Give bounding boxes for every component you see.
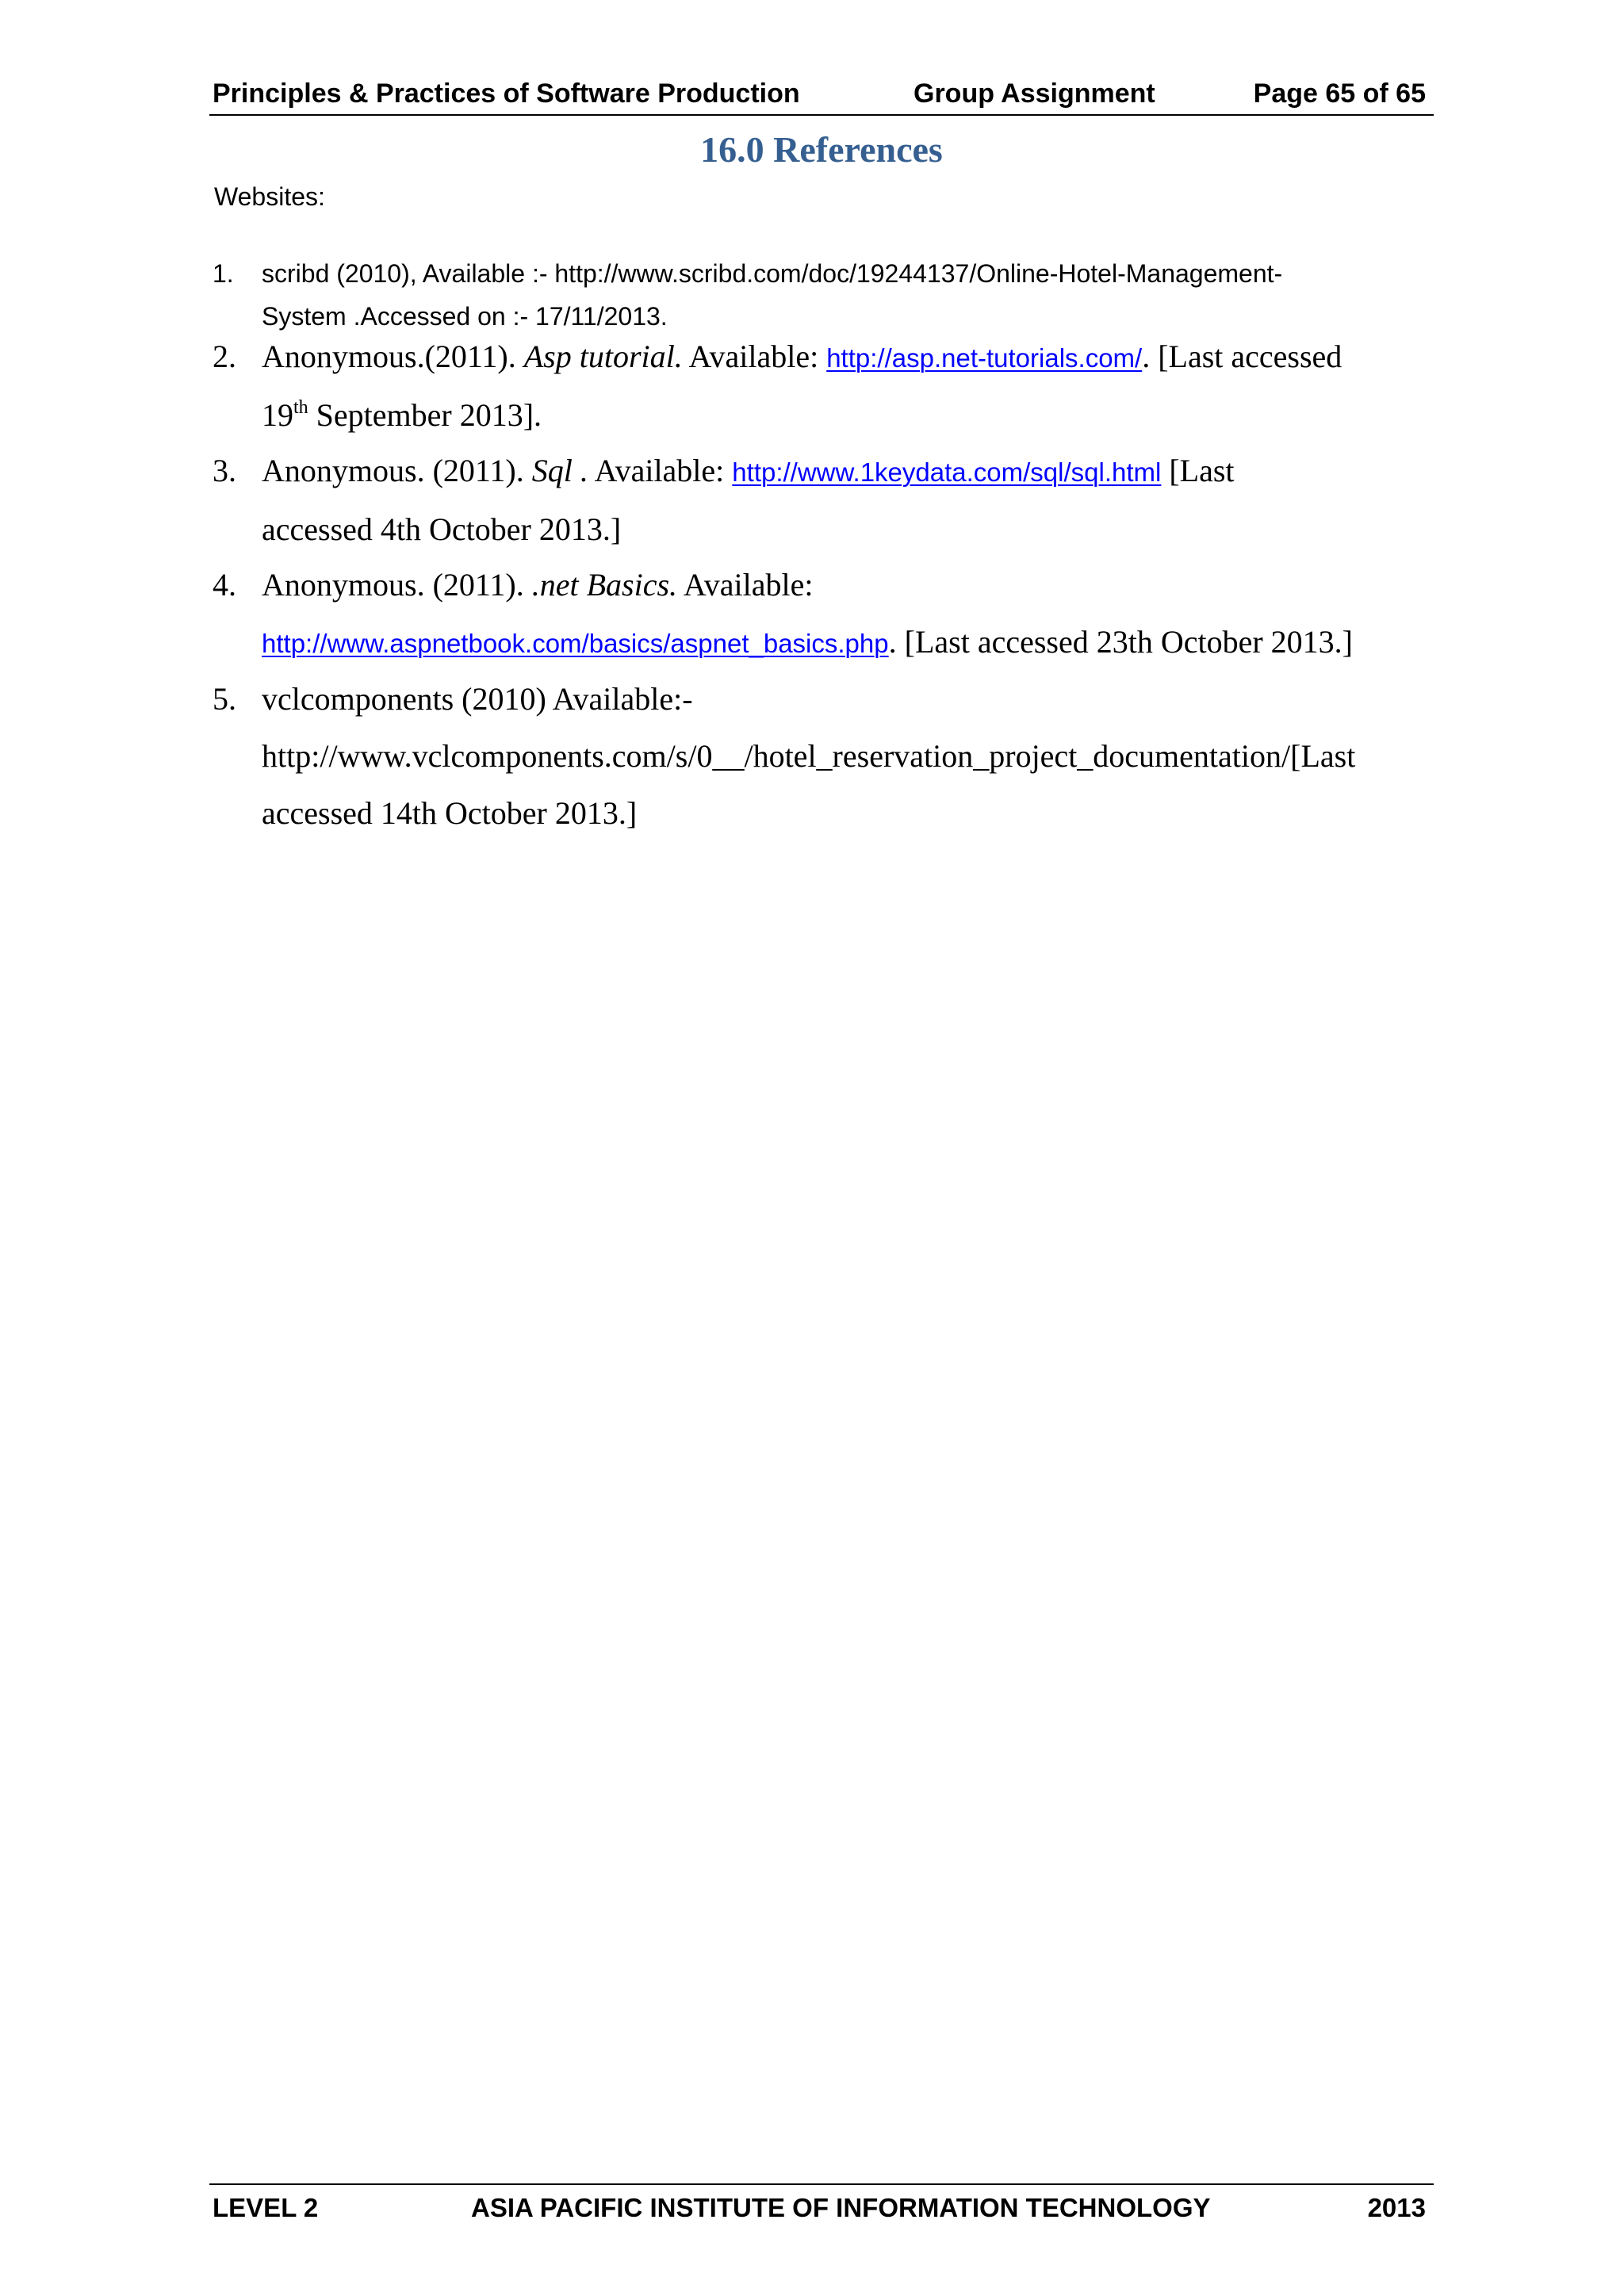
section-title: 16.0 References <box>700 129 943 170</box>
reference-line: accessed 4th October 2013.] <box>262 511 622 547</box>
footer-institution: ASIA PACIFIC INSTITUTE OF INFORMATION TECHNOLOGY <box>471 2193 1211 2222</box>
websites-subheading: Websites: <box>214 182 325 211</box>
reference-line <box>262 387 1432 444</box>
reference-line: http://www.vclcomponents.com/s/0__/hotel_reservation_project_documentation/[Last <box>262 738 1356 774</box>
reference-author-year: Anonymous. (2011). <box>262 453 532 488</box>
running-footer <box>209 2183 1434 2233</box>
header-course-title: Principles & Practices of Software Production <box>213 78 800 109</box>
reference-available-label: Available: <box>677 567 814 603</box>
reference-link[interactable]: http://www.aspnetbook.com/basics/aspnet_basics.php <box>262 629 889 658</box>
reference-line <box>262 442 1432 501</box>
reference-line <box>262 328 1432 387</box>
reference-line <box>262 614 1432 672</box>
reference-number: 2. <box>213 339 236 374</box>
header-page-number: Page 65 of 65 <box>1253 78 1426 109</box>
reference-access-note: [Last <box>1161 453 1235 488</box>
reference-text <box>262 671 1432 842</box>
footer-level: LEVEL 2 <box>213 2193 319 2222</box>
running-header <box>209 73 1434 116</box>
reference-access-day: 19 <box>262 397 293 433</box>
reference-number: 4. <box>213 567 236 603</box>
reference-line: scribd (2010), Available :- http://www.scribd.com/doc/19244137/Online-Hotel-Management- <box>262 259 1283 288</box>
reference-access-note: . [Last accessed 23th October 2013.] <box>888 624 1353 660</box>
reference-text <box>262 328 1432 444</box>
reference-title: Sql . <box>531 453 588 488</box>
reference-number: 5. <box>213 681 236 717</box>
reference-line: System .Accessed on :- 17/11/2013. <box>262 302 668 331</box>
header-document-type: Group Assignment <box>914 78 1155 109</box>
ordinal-suffix: th <box>293 396 308 418</box>
reference-text <box>262 442 1432 558</box>
reference-title: Asp tutorial. <box>523 339 683 374</box>
reference-link[interactable]: http://www.1keydata.com/sql/sql.html <box>732 457 1162 487</box>
reference-access-date: September 2013]. <box>308 397 542 433</box>
reference-line: vclcomponents (2010) Available:- <box>262 681 693 717</box>
reference-title: .net Basics. <box>531 567 678 603</box>
reference-text <box>262 557 1432 672</box>
reference-text <box>262 252 1432 338</box>
reference-available-label: Available: <box>682 339 827 374</box>
reference-link[interactable]: http://asp.net-tutorials.com/ <box>826 343 1143 373</box>
reference-number: 3. <box>213 453 236 488</box>
reference-line <box>262 557 1432 614</box>
reference-available-label: Available: <box>588 453 733 488</box>
reference-author-year: Anonymous.(2011). <box>262 339 524 374</box>
reference-line: accessed 14th October 2013.] <box>262 795 638 831</box>
reference-number: 1. <box>213 259 234 288</box>
footer-year: 2013 <box>1367 2193 1426 2222</box>
reference-access-note: . [Last accessed <box>1142 339 1342 374</box>
reference-author-year: Anonymous. (2011). <box>262 567 532 603</box>
